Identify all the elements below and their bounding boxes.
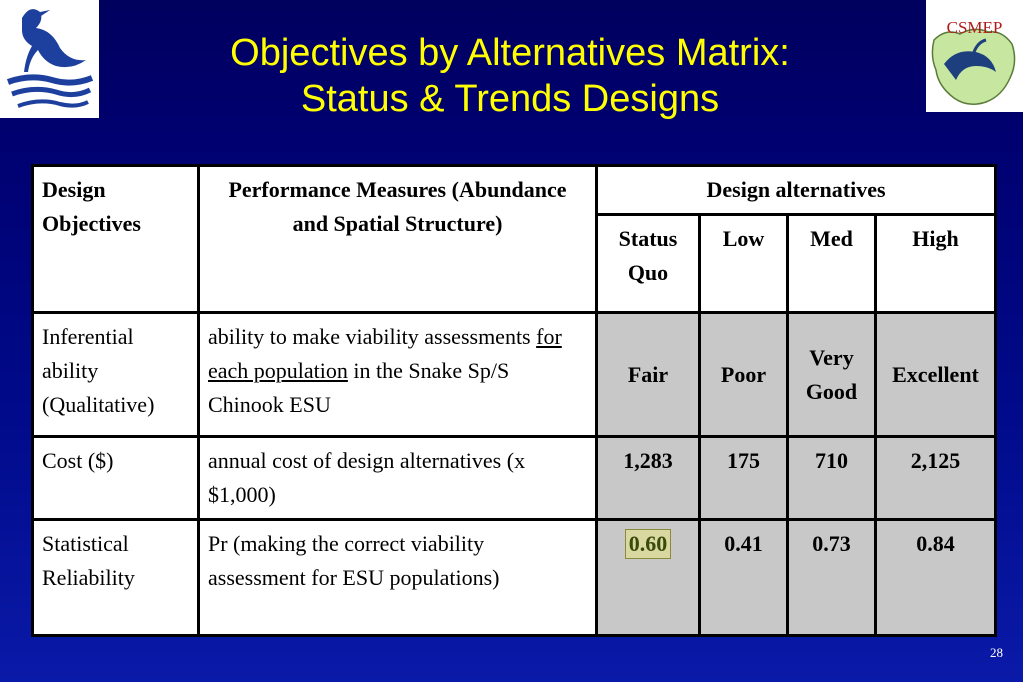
header-med: Med xyxy=(788,215,876,313)
value-status-quo: Fair xyxy=(597,313,700,437)
csmep-logo xyxy=(926,0,1023,112)
header-performance-measures-close: ) xyxy=(495,211,503,236)
header-design-objectives: Design Objectives xyxy=(33,166,199,313)
row-measure: annual cost of design alternatives (x $1,000) xyxy=(199,437,597,520)
header-design-alternatives: Design alternatives xyxy=(597,166,996,215)
header-high: High xyxy=(876,215,996,313)
row-objective: Inferential ability (Qualitative) xyxy=(33,313,199,437)
highlighted-value: 0.60 xyxy=(625,529,672,559)
value-low: Poor xyxy=(700,313,788,437)
header-row-1 xyxy=(33,166,996,215)
row-objective: Statistical Reliability xyxy=(33,520,199,636)
value-med: 710 xyxy=(788,437,876,520)
value-high: 0.84 xyxy=(876,520,996,636)
value-status-quo: 1,283 xyxy=(597,437,700,520)
value-med: Very Good xyxy=(788,313,876,437)
value-low: 175 xyxy=(700,437,788,520)
row-objective: Cost ($) xyxy=(33,437,199,520)
page-number: 28 xyxy=(990,645,1003,660)
title-line-1: Objectives by Alternatives Matrix: xyxy=(230,32,790,74)
value-low: 0.41 xyxy=(700,520,788,636)
table-row xyxy=(33,437,996,520)
heron-logo xyxy=(0,0,99,118)
row-measure xyxy=(199,313,597,437)
header-performance-measures xyxy=(199,166,597,313)
row-measure-text: ability to make viability assessments xyxy=(208,324,537,349)
row-measure-underlined: for each population xyxy=(208,324,562,383)
objectives-matrix-table xyxy=(31,164,997,637)
value-status-quo xyxy=(597,520,700,636)
slide-title xyxy=(110,30,910,122)
value-high: 2,125 xyxy=(876,437,996,520)
header-status-quo: Status Quo xyxy=(597,215,700,313)
heron-icon xyxy=(0,0,99,118)
basin-map-icon xyxy=(926,0,1023,112)
title-line-2: Status & Trends Designs xyxy=(300,78,720,120)
row-measure: Pr (making the correct viability assessment for ESU populations) xyxy=(199,520,597,636)
table-row xyxy=(33,520,996,636)
table-row xyxy=(33,313,996,437)
csmep-logo-text: CSMEP xyxy=(946,18,1003,37)
header-performance-measures-label: Performance Measures ( xyxy=(228,177,459,202)
row-measure-text-end: in the Snake Sp/S Chinook ESU xyxy=(208,358,510,417)
header-low: Low xyxy=(700,215,788,313)
value-high: Excellent xyxy=(876,313,996,437)
header-performance-measures-detail: Abundance and Spatial Structure xyxy=(292,177,567,236)
value-med: 0.73 xyxy=(788,520,876,636)
